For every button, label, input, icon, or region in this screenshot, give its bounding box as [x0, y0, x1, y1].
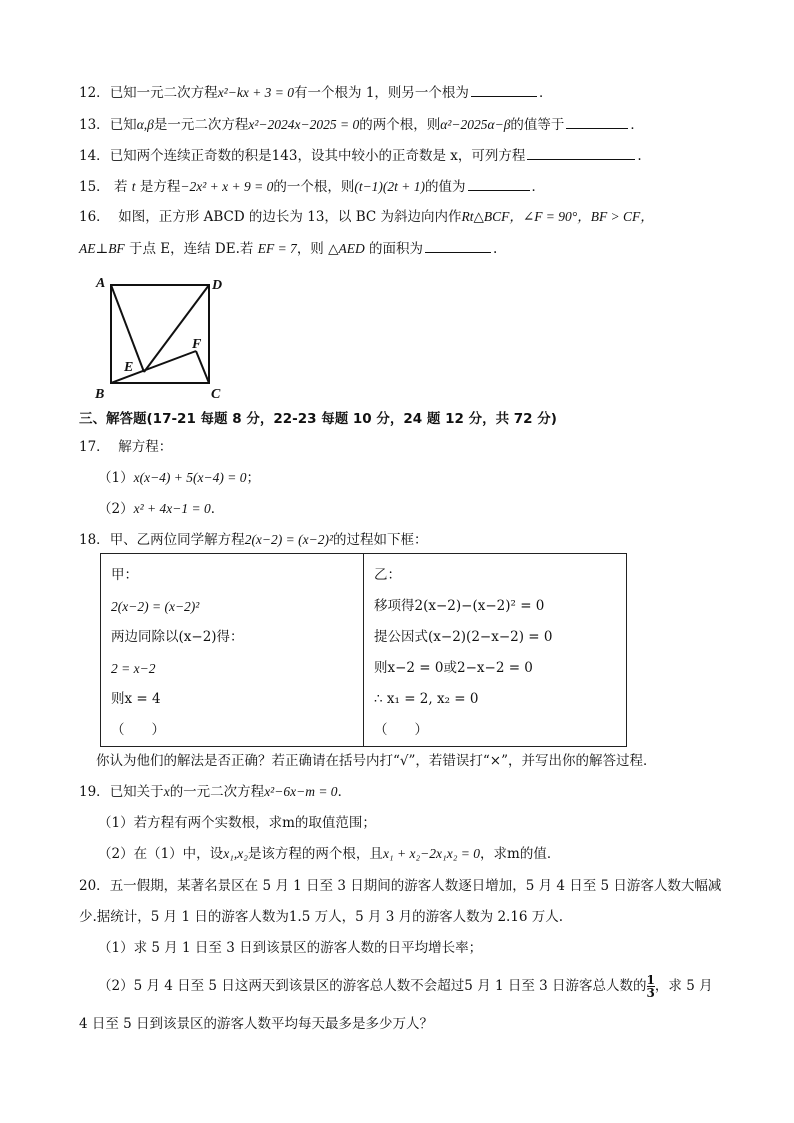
punctuation: . [637, 148, 642, 164]
equation: x₁ + x₂−2x₁x₂ = 0 [382, 846, 481, 861]
condition-text: EF = 7 [257, 241, 297, 256]
punctuation: ． [630, 117, 644, 133]
question-19 [79, 782, 351, 802]
equation: x² + 4x−1 = 0 [133, 501, 211, 516]
question-13 [79, 114, 644, 135]
label-e: E [124, 360, 134, 375]
variable: t [131, 179, 136, 194]
question-number: 12． [79, 85, 110, 101]
expression: (t−1)(2t + 1) [354, 179, 426, 194]
question-text: 的值为 [425, 179, 466, 195]
question-number: 13． [79, 117, 110, 133]
question-text: ，求m的值． [480, 846, 561, 862]
question-20-line-last: 4 日至 5 日到该景区的游客人数平均每天最多是多少万人？ [79, 1016, 434, 1032]
question-text: ，则 [296, 241, 324, 257]
question-20-part-1: （1）求 5 月 1 日至 3 日到该景区的游客人数的日平均增长率； [98, 940, 483, 956]
question-20-line-1 [79, 876, 721, 896]
part-label: （1） [98, 470, 134, 486]
answer-blank[interactable] [425, 238, 491, 253]
question-text: 甲、乙两位同学解方程 [109, 532, 245, 548]
question-number: 19． [79, 784, 110, 800]
punctuation: ． [210, 501, 225, 517]
question-text: 已知 [109, 117, 137, 133]
question-number: 16． [79, 209, 110, 225]
question-20-line-2: 少.据统计，5 月 1 日的游客人数为1.5 万人，5 月 3 月的游客人数为 2.16 万人. [79, 909, 564, 925]
segment-fc [196, 351, 209, 383]
punctuation: ． [538, 85, 553, 101]
question-text: 的一个根，则 [273, 179, 355, 195]
question-19-part-1: （1）若方程有两个实数根，求m的取值范围； [98, 815, 376, 831]
question-17-part-2 [98, 499, 224, 519]
question-number: 20． [79, 878, 110, 894]
solution-line: 则x−2 = 0或2−x−2 = 0 [374, 660, 533, 676]
judgement-bracket[interactable]: （ ） [374, 722, 428, 738]
question-text: 有一个根为 1，则另一个根为 [294, 85, 469, 101]
denominator: 3 [646, 986, 655, 1000]
question-number: 14． [79, 148, 110, 164]
answer-blank[interactable] [566, 114, 628, 129]
numerator: 1 [646, 973, 655, 987]
question-text: 已知一元二次方程 [109, 85, 218, 101]
question-text: 的一元二次方程 [169, 784, 265, 800]
question-text: （2）5 月 4 日至 5 日这两天到该景区的游客总人数不会超过5 月 1 日至 3 日游客总人数的 [98, 978, 647, 994]
question-16-line-1 [79, 207, 654, 227]
question-text: 如图，正方形 ABCD 的边长为 13，以 BC 为斜边向内作 [118, 209, 462, 225]
triangle-label: △AED [328, 241, 365, 256]
question-text: 五一假期，某著名景区在 5 月 1 日至 3 日期间的游客人数逐日增加，5 月 4 日至 5 日游客人数大幅减 [109, 878, 722, 894]
solution-line: ∴ x₁ = 2, x₂ = 0 [374, 691, 479, 707]
question-text: 是方程 [139, 179, 181, 195]
expression: α²−2025α−β [440, 117, 511, 132]
question-number: 18． [79, 532, 110, 548]
solution-line: 两边同除以(x−2)得： [111, 629, 244, 645]
equation: x²−2024x−2025 = 0 [248, 117, 360, 132]
question-14 [79, 145, 642, 166]
answer-blank[interactable] [527, 145, 635, 160]
question-16-line-2 [79, 238, 497, 259]
question-text: 的两个根，则 [359, 117, 441, 133]
question-19-part-2 [98, 844, 560, 864]
punctuation: ． [337, 784, 352, 800]
punctuation: . [493, 241, 498, 257]
condition-text: AE⊥BF [79, 241, 125, 256]
label-c: C [211, 387, 221, 402]
question-text: 的面积为 [369, 241, 424, 257]
question-text: ，求 5 月 [654, 978, 713, 994]
label-f: F [192, 337, 202, 352]
solution-line: 甲： [111, 567, 138, 583]
question-text: 解方程： [118, 439, 173, 455]
equation: x(x−4) + 5(x−4) = 0 [133, 470, 247, 485]
question-text: 是一元二次方程 [153, 117, 249, 133]
solution-line: 2(x−2) = (x−2)² [111, 599, 200, 614]
question-text: （2）在（1）中，设 [98, 846, 224, 862]
question-number: 15． [79, 179, 110, 195]
solution-line: 则x = 4 [111, 691, 161, 707]
solution-line: 移项得2(x−2)−(x−2)² = 0 [374, 598, 545, 614]
solution-line: 2 = x−2 [111, 661, 156, 676]
square-figure [92, 270, 232, 405]
roots: x₁,x₂ [223, 846, 248, 861]
question-20-part-2 [98, 974, 713, 999]
question-text: 于点 E，连结 DE.若 [128, 241, 254, 257]
solution-yi [364, 554, 627, 747]
question-18 [79, 530, 428, 550]
question-text: 若 [113, 179, 128, 195]
variable: x [163, 784, 170, 799]
fraction-one-third [647, 974, 655, 999]
section-heading: 三、解答题(17-21 每题 8 分，22-23 每题 10 分，24 题 12 分，共 72 分) [79, 411, 557, 427]
variables: α,β [136, 117, 154, 132]
question-12 [79, 82, 552, 103]
solution-comparison-table [100, 553, 627, 747]
question-text: 已知两个连续正奇数的积是143，设其中较小的正奇数是 x，可列方程 [109, 148, 526, 164]
question-text: 的值等于 [510, 117, 565, 133]
answer-blank[interactable] [468, 176, 530, 191]
punctuation: ； [246, 470, 260, 486]
equation: x²−6x−m = 0 [264, 784, 338, 799]
equation: 2(x−2) = (x−2)² [244, 532, 334, 547]
equation: x²−kx + 3 = 0 [217, 85, 295, 100]
punctuation: ． [531, 179, 546, 195]
label-a: A [96, 276, 106, 291]
question-18-note: 你认为他们的解法是否正确？若正确请在括号内打“√”，若错误打“×”，并写出你的解答过程． [96, 753, 657, 769]
question-number: 17． [79, 439, 110, 455]
part-label: （2） [98, 501, 134, 517]
question-text: 已知关于 [109, 784, 164, 800]
question-17 [79, 437, 172, 457]
label-d: D [212, 278, 223, 293]
question-15 [79, 176, 545, 197]
equation: −2x² + x + 9 = 0 [180, 179, 274, 194]
solution-jia [101, 554, 364, 747]
solution-line: 乙： [374, 567, 401, 583]
label-b: B [95, 387, 105, 402]
question-17-part-1 [98, 468, 260, 488]
question-text: 是该方程的两个根，且 [247, 846, 383, 862]
solution-line: 提公因式(x−2)(2−x−2) = 0 [374, 629, 553, 645]
segment-ae [111, 285, 144, 372]
question-text: 的过程如下框： [333, 532, 428, 548]
condition-text: Rt△BCF，∠F = 90°，BF > CF， [461, 209, 654, 224]
answer-blank[interactable] [471, 82, 537, 97]
judgement-bracket[interactable]: （ ） [111, 722, 165, 738]
